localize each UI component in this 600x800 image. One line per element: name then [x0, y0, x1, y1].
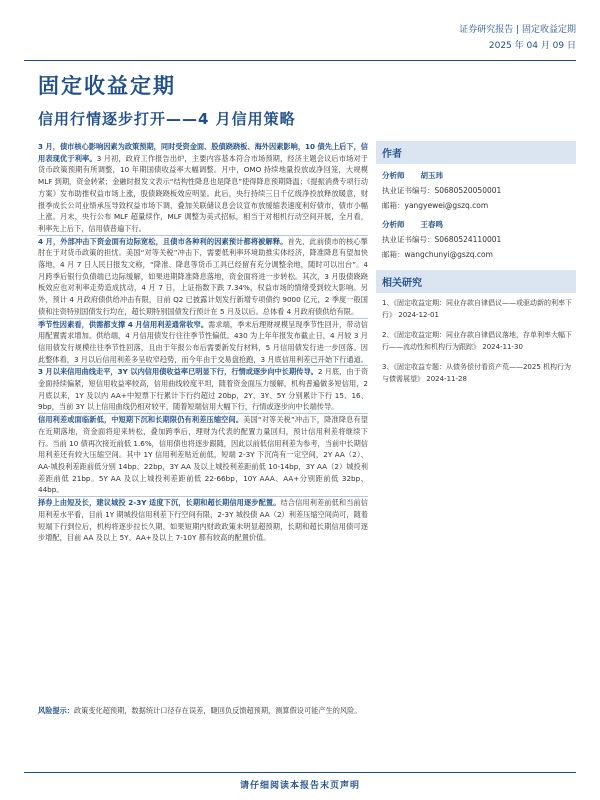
analyst-name: 王春鸣 [420, 220, 443, 229]
paragraph [38, 236, 368, 318]
paragraph-body: 首先，此前债市的核心掣肘在于对货币政策的担忧。美国“对等关税”冲击下，需要低利率环境助推实体经济，降准降息有望加快落地，4 月 7 日人民日报发文称，“降准、降息等货币工具已经留有充分调整余地，随时可以出台”。4 月跨季后银行负债端已边际缓解，如果进期降准降息落地，资金面将进一步转松。其次，3 月股债跷跷板效应也对利率走势造成扰动，4 月 7 日，上证指数下跌 7.34%，权益市场的情绪受到较大影响。另外，预计 4 月政府债供给冲击有限，目前 Q2 已披露计划发行新增专项债约 9000 亿元，2 季度一般国债和注资特别国债发行均在，超长期特别国债发行预计在 5 月及以后。总体看 4 月政府债供给有限。 [38, 236, 368, 316]
paragraph [38, 497, 368, 544]
paragraph [38, 319, 368, 366]
analyst-name-row [376, 168, 576, 183]
analyst-email[interactable]: yangyewei@gszq.com [404, 201, 489, 210]
report-date: 2025 年 04 月 09 日 [488, 41, 576, 51]
cert-label: 执业证书编号： [382, 235, 435, 244]
related-title: 1、《固定收益定期：同业存款自律倡议——或驱动新的利率下行》 [382, 299, 572, 319]
footer-rule [24, 772, 576, 773]
paragraph-lead: 4 月，外部冲击下资金面有边际宽松，且债市各种利的因素预计都将被解释。 [38, 236, 288, 246]
cert-label: 执业证书编号： [382, 186, 435, 195]
related-date: 2024-11-30 [482, 343, 523, 351]
paragraph [38, 141, 368, 235]
paragraph-body: 结合信用利差前低和当前信用利差水平看，目前 1Y 期城投信用利差下行空间有限，2-3Y 城投债 AA（2）利差压缩空间尚可，随着短端下行到位后，机构将逐步拉长久期，如果短期内财政政策未明显超预期，长期和超长期信用债可逐步增配，目前 AA 及以上 5Y、AA+及以上 7-10Y 都有较高的配置价值。 [38, 498, 368, 543]
email-label: 邮箱： [382, 250, 405, 259]
analyst-email-row [376, 247, 576, 262]
analyst-cert-row [376, 232, 576, 247]
header-meta [459, 22, 576, 54]
cert-number: S0680520050001 [434, 186, 502, 195]
paragraph-body: 需求端，季末后理财规模呈现季节性回升，带动信用配置需求增加。供给端，4 月信用债发行往往季节性偏低。430 为上年年报发布截止日，4 月较 3 月信用债发行规模往往季节性回落，且由于年报公布后需要新发行材料，5 月信用债发行进一步回落。因此整体看，3 月以后信用利差多呈收窄趋势，而今年由于交易盘抢跑，3 月底信用利差已开始下行通道。 [38, 319, 368, 364]
paragraph-body: 美国“对等关税”冲击下，降准降息有望在近期落地，资金面将迎来转松，叠加跨季后，理财为代表的配置力量回归，预计信用利差将继续下行。当前 10 债再次接近前低 1.6%，信用债也将逐步跟随，因此以前低信用利差为参考，当前中长期信用利差还有较大压缩空间。其中 1Y 信用利差贴近前低，短端 2-3Y 下沉尚有一定空间，2Y AA（2）、AA-城投利差距前低分别 14bp、22bp，3Y AA 及以上城投利差距前低 10-14bp，3Y AA（2）城投利差距前低 21bp。5Y AA 及以上城投利差距前低 22-66bp，10Y AAA、AA+分别距前低 32bp、44bp。 [38, 415, 368, 495]
related-title: 2、《固定收益定期：同业存款自律倡议落地，存单利率大幅下行——流动性和机构行为跟踪》 [382, 331, 572, 351]
analyst-card [376, 217, 576, 262]
sidebar [376, 141, 576, 393]
header-rule [24, 60, 576, 61]
related-item[interactable] [376, 297, 576, 321]
analyst-name-row [376, 217, 576, 232]
related-item[interactable] [376, 361, 576, 385]
page-title: 固定收益定期 [38, 74, 176, 98]
analyst-email[interactable]: wangchunyi@gszq.com [404, 250, 493, 259]
paragraph [38, 366, 368, 413]
related-item[interactable] [376, 329, 576, 353]
paragraph [38, 414, 368, 496]
paragraph-body: 3 月初，政府工作报告出炉，主要内容基本符合市场预期，经济主题会议后市场对于货币政策预期有所调整，10 年期国债收益率大幅调整。月中，OMO 持续地量投放或净回笼，大规模 MLF 到期，资金转紧；金融时报发文表示“结构性降息也是降息”使得降息预期降温；《提振消费专项行动方案》发布助推权益市场上涨，股债跷跷板效应明显。此后，央行持续三日千亿级净投放释放暖意，财报季成长公司业绩承压导致权益市场下调，叠加关联储议息会议宣布放缓缩表速度利好债市，债市小幅上涨。月末，央行公布 MLF 超量续作，MLF 调整为美式招标，相当于对相机行动空间开展，全月看，利率先上后下，信用债普遍下行。 [38, 153, 368, 233]
cert-number: S0680524110001 [434, 235, 502, 244]
related-heading: 相关研究 [376, 270, 576, 293]
related-date: 2024-11-28 [426, 375, 467, 383]
paragraph-lead: 3 月，债市核心影响因素为政策预期，同时受资金面、股债跷跷板、海外因素影响，10 债先上后下，信用表现优于利率。 [38, 142, 368, 163]
paragraph-lead: 3 月以来信用曲线走平，3Y 以内信用债收益率已明显下行，行情或逐步向中长期传导。 [38, 367, 318, 377]
analyst-card [376, 168, 576, 213]
analyst-role: 分析师 [382, 220, 405, 229]
paragraph-lead: 季节性因素看，供需都支撑 4 月信用利差通常收窄。 [38, 319, 209, 329]
risk-lead: 风险提示： [38, 706, 74, 715]
paragraph-lead: 信用利差或面临新低，中短期下沉和长期限仍有利差压缩空间。 [38, 415, 244, 425]
analyst-role: 分析师 [382, 171, 405, 180]
main-content [38, 141, 368, 544]
report-type: 证券研究报告 | 固定收益定期 [459, 25, 576, 35]
related-title: 3、《固定收益专题：从债务偿付看资产荒——2025 机构行为与债需展望》 [382, 363, 571, 383]
paragraph-lead: 择券上由短及长，建议城投 2-3Y 适度下沉，长期和超长期信用逐步配置。 [38, 498, 281, 508]
risk-body: 政策变化超预期，数据统计口径存在误差，睫回负反馈超预期，测算假设可能产生的风险。 [73, 706, 362, 715]
related-date: 2024-12-01 [398, 311, 439, 319]
page-subtitle: 信用行情逐步打开——4 月信用策略 [38, 110, 296, 128]
authors-heading: 作者 [376, 141, 576, 164]
footer-disclaimer: 请仔细阅读本报告末页声明 [239, 781, 360, 791]
risk-notice [38, 705, 368, 717]
analyst-cert-row [376, 183, 576, 198]
analyst-name: 胡玉玮 [420, 171, 443, 180]
paragraph-body: 2 月底，由于资金面持续偏紧，短信用收益率较高，信用曲线较度平坦，随着资金面压力缓解，机构普遍做多短信用，2 月底以来，1Y 及以内 AA+中短票下行累计下行约超过 20bp，2Y、3Y、5Y 分别累计下行 15、16、9bp，当前 3Y 以上信用曲线仍相对较平，随着短端信用大幅下行，行情或逐步向中长端传导。 [38, 367, 369, 412]
email-label: 邮箱： [382, 201, 405, 210]
analyst-email-row [376, 198, 576, 213]
